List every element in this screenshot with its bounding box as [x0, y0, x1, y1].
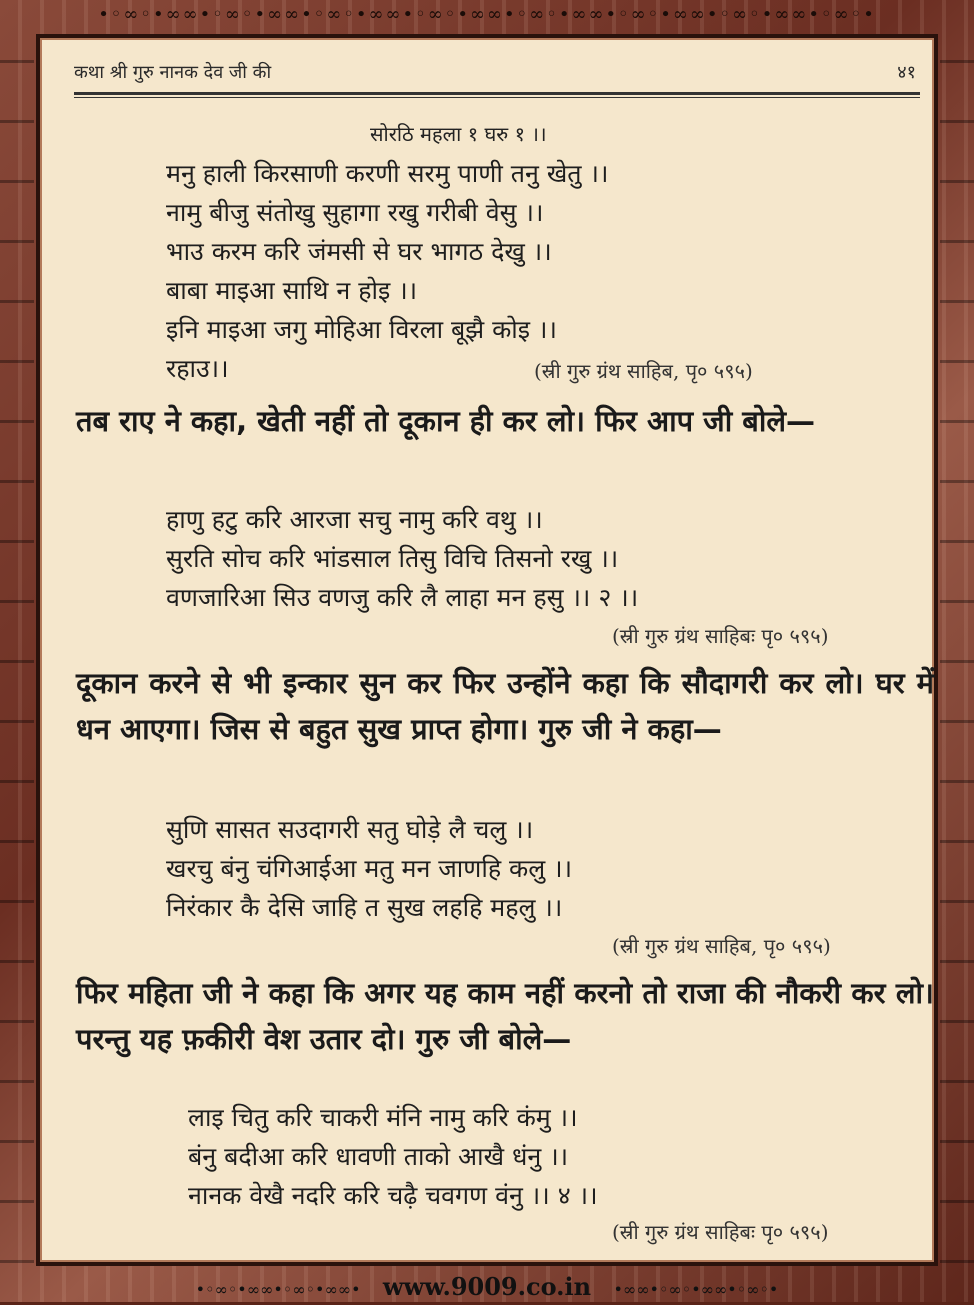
header-rule	[74, 92, 920, 95]
page-number: ४१	[897, 62, 916, 83]
verse-block-3	[166, 810, 572, 927]
verse-block-1	[166, 154, 608, 388]
verse-line: मनु हाली किरसाणी करणी सरमु पाणी तनु खेतु ।।	[166, 159, 609, 188]
prose-paragraph	[76, 970, 934, 1062]
paragraph-text: तब राए ने कहा, खेती नहीं तो दूकान ही कर लो। फिर आप जी बोले—	[76, 404, 816, 438]
verse-block-2	[166, 500, 638, 617]
prose-paragraph	[76, 660, 934, 752]
verse-line: नानक वेखै नदरि करि चढ़ै चवगण वंनु ।। ४ ।।	[188, 1181, 598, 1210]
top-ornament-border: •◦∞◦•∞∞•◦∞◦•∞∞•◦∞◦•∞∞•◦∞◦•∞∞•◦∞◦•∞∞•◦∞◦•∞∞•◦∞◦•∞∞•◦∞◦•	[98, 4, 876, 25]
verse-line: वणजारिआ सिउ वणजु करि लै लाहा मन हसु ।। २ ।।	[166, 583, 639, 612]
verse-heading: सोरठि महला १ घरु १ ।।	[370, 122, 547, 146]
verse-line: बाबा माइआ साथि न होइ ।।	[166, 276, 418, 305]
verse-line: सुरति सोच करि भांडसाल तिसु विचि तिसनो रखु ।।	[166, 544, 619, 573]
book-page	[36, 34, 938, 1266]
citation: (स्री गुरु ग्रंथ साहिब, पृ० ५९५)	[612, 934, 831, 958]
right-ornament-border	[940, 30, 974, 1272]
verse-line: खरचु बंनु चंगिआईआ मतु मन जाणहि कलु ।।	[166, 854, 573, 883]
header-rule-thin	[74, 97, 920, 98]
verse-line: इनि माइआ जगु मोहिआ विरला बूझै कोइ ।।	[166, 315, 557, 344]
verse-line: सुणि सासत सउदागरी सतु घोड़े लै चलु ।।	[166, 815, 534, 844]
verse-line: बंनु बदीआ करि धावणी ताको आखै धंनु ।।	[188, 1142, 569, 1171]
citation: (स्री गुरु ग्रंथ साहिबः पृ० ५९५)	[612, 1220, 829, 1244]
left-ornament-border	[0, 30, 34, 1272]
citation: (स्री गुरु ग्रंथ साहिब, पृ० ५९५)	[534, 359, 753, 383]
verse-line: रहाउ।।	[166, 354, 229, 383]
paragraph-text: फिर महिता जी ने कहा कि अगर यह काम नहीं करनो तो राजा की नौकरी कर लो। परन्तु यह फ़कीरी वेश उतार दो। गुरु जी बोले—	[76, 976, 934, 1056]
running-title: कथा श्री गुरु नानक देव जी की	[74, 62, 272, 83]
website-url-link[interactable]: www.9009.co.in	[382, 1272, 592, 1301]
prose-paragraph	[76, 398, 934, 444]
verse-block-4	[188, 1098, 598, 1215]
verse-line: नामु बीजु संतोखु सुहागा रखु गरीबी वेसु ।।	[166, 198, 544, 227]
footer-ornament-left: •◦∞◦•∞∞•◦∞◦•∞∞•	[195, 1280, 361, 1299]
footer-ornament-right: •∞∞•◦∞◦•∞∞•◦∞◦•	[613, 1280, 779, 1299]
paragraph-text: दूकान करने से भी इन्कार सुन कर फिर उन्होंने कहा कि सौदागरी कर लो। घर में धन आएगा। जिस से बहुत सुख प्राप्त होगा। गुरु जी ने कहा—	[76, 666, 934, 746]
citation: (स्री गुरु ग्रंथ साहिबः पृ० ५९५)	[612, 624, 829, 648]
footer-bar	[0, 1272, 974, 1302]
verse-line: लाइ चितु करि चाकरी मंनि नामु करि कंमु ।।	[188, 1103, 578, 1132]
page-header	[74, 52, 920, 90]
verse-line: हाणु हटु करि आरजा सचु नामु करि वथु ।।	[166, 505, 543, 534]
verse-line: निरंकार कै देसि जाहि त सुख लहहि महलु ।।	[166, 893, 563, 922]
verse-line: भाउ करम करि जंमसी से घर भागठ देखु ।।	[166, 237, 552, 266]
